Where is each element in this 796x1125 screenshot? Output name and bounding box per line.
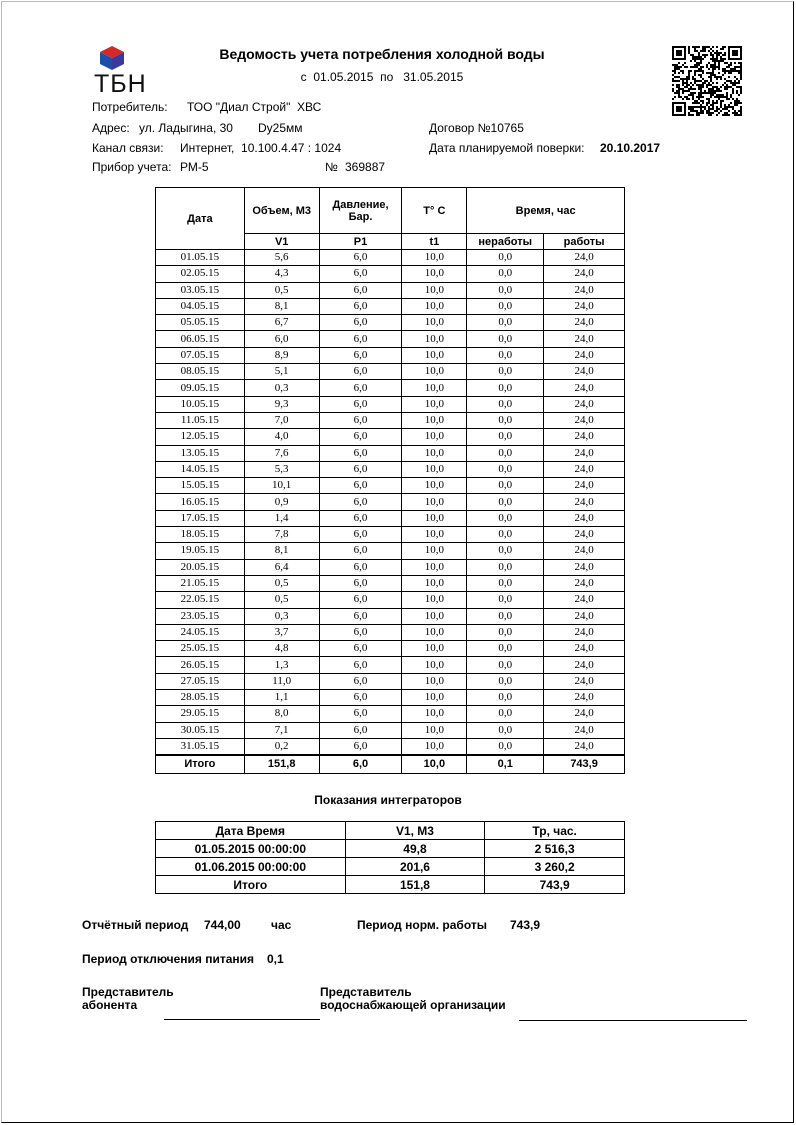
cell-working: 24,0	[544, 510, 625, 526]
cell-not-working: 0,0	[467, 250, 544, 266]
cell-date: 27.05.15	[156, 673, 245, 689]
cell-working: 24,0	[544, 396, 625, 412]
table-row	[156, 347, 625, 363]
cell-temperature: 10,0	[402, 592, 467, 608]
header-working: работы	[544, 234, 625, 250]
integ-totals-hours: 743,9	[485, 876, 625, 894]
cell-pressure: 6,0	[319, 575, 402, 591]
cell-temperature: 10,0	[402, 543, 467, 559]
cell-pressure: 6,0	[319, 429, 402, 445]
cell-pressure: 6,0	[319, 543, 402, 559]
cell-not-working: 0,0	[467, 706, 544, 722]
cell-temperature: 10,0	[402, 722, 467, 738]
cell-volume: 5,1	[244, 364, 319, 380]
table-row	[156, 298, 625, 314]
cell-not-working: 0,0	[467, 494, 544, 510]
report-period-value: 744,00	[204, 918, 241, 932]
cell-temperature: 10,0	[402, 673, 467, 689]
power-off-value: 0,1	[267, 952, 284, 966]
cell-working: 24,0	[544, 690, 625, 706]
cell-pressure: 6,0	[319, 347, 402, 363]
cell-volume: 4,8	[244, 641, 319, 657]
cell-working: 24,0	[544, 494, 625, 510]
cell-temperature: 10,0	[402, 315, 467, 331]
cell-date: 03.05.15	[156, 282, 245, 298]
table-row	[156, 706, 625, 722]
subscriber-rep-line2: абонента	[82, 998, 138, 1012]
pipe-diameter: Dy25мм	[258, 121, 303, 135]
supplier-signature-line	[519, 1020, 747, 1021]
cell-volume: 7,1	[244, 722, 319, 738]
totals-pressure: 6,0	[319, 755, 402, 774]
cell-working: 24,0	[544, 722, 625, 738]
cell-working: 24,0	[544, 592, 625, 608]
cell-not-working: 0,0	[467, 461, 544, 477]
cell-date: 14.05.15	[156, 461, 245, 477]
cell-temperature: 10,0	[402, 380, 467, 396]
cell-working: 24,0	[544, 706, 625, 722]
cell-date: 08.05.15	[156, 364, 245, 380]
cell-volume: 8,1	[244, 543, 319, 559]
header-t1: t1	[402, 234, 467, 250]
device-value: РМ-5	[180, 160, 209, 174]
table-row	[156, 608, 625, 624]
integ-row	[156, 858, 625, 876]
cell-date: 28.05.15	[156, 690, 245, 706]
cell-not-working: 0,0	[467, 624, 544, 640]
cell-pressure: 6,0	[319, 624, 402, 640]
cell-volume: 10,1	[244, 478, 319, 494]
cell-working: 24,0	[544, 445, 625, 461]
totals-volume: 151,8	[244, 755, 319, 774]
cell-not-working: 0,0	[467, 641, 544, 657]
report-period-range: с 01.05.2015 по 31.05.2015	[300, 70, 464, 84]
integ-totals-row	[156, 876, 625, 894]
cell-not-working: 0,0	[467, 412, 544, 428]
cell-volume: 0,5	[244, 282, 319, 298]
cell-not-working: 0,0	[467, 657, 544, 673]
verification-label: Дата планируемой поверки:	[429, 141, 585, 155]
cell-date: 10.05.15	[156, 396, 245, 412]
table-row	[156, 673, 625, 689]
totals-label: Итого	[156, 755, 245, 774]
cell-not-working: 0,0	[467, 282, 544, 298]
cell-temperature: 10,0	[402, 266, 467, 282]
cell-pressure: 6,0	[319, 722, 402, 738]
cell-working: 24,0	[544, 673, 625, 689]
totals-working: 743,9	[544, 755, 625, 774]
integrators-table	[155, 821, 625, 894]
cell-pressure: 6,0	[319, 315, 402, 331]
cell-pressure: 6,0	[319, 298, 402, 314]
cell-pressure: 6,0	[319, 364, 402, 380]
cell-not-working: 0,0	[467, 673, 544, 689]
cell-working: 24,0	[544, 315, 625, 331]
cell-date: 21.05.15	[156, 575, 245, 591]
table-row	[156, 380, 625, 396]
qr-code-icon	[672, 46, 742, 116]
cell-volume: 5,3	[244, 461, 319, 477]
table-row	[156, 690, 625, 706]
cell-not-working: 0,0	[467, 429, 544, 445]
cell-pressure: 6,0	[319, 738, 402, 755]
cell-not-working: 0,0	[467, 592, 544, 608]
cell-date: 15.05.15	[156, 478, 245, 494]
cell-date: 23.05.15	[156, 608, 245, 624]
cell-volume: 0,5	[244, 575, 319, 591]
address-label: Адрес:	[92, 121, 130, 135]
norm-period-value: 743,9	[510, 918, 541, 932]
cell-temperature: 10,0	[402, 624, 467, 640]
cell-working: 24,0	[544, 380, 625, 396]
cell-temperature: 10,0	[402, 461, 467, 477]
table-row	[156, 543, 625, 559]
totals-not-working: 0,1	[467, 755, 544, 774]
cell-pressure: 6,0	[319, 478, 402, 494]
table-row	[156, 282, 625, 298]
integ-cell-datetime: 01.05.2015 00:00:00	[156, 840, 346, 858]
serial-value: 369887	[345, 160, 386, 174]
supplier-rep-line1: Представитель	[320, 985, 412, 999]
cell-not-working: 0,0	[467, 722, 544, 738]
cell-not-working: 0,0	[467, 478, 544, 494]
cell-date: 06.05.15	[156, 331, 245, 347]
table-row	[156, 396, 625, 412]
cell-pressure: 6,0	[319, 706, 402, 722]
table-row	[156, 315, 625, 331]
cell-date: 01.05.15	[156, 250, 245, 266]
cell-temperature: 10,0	[402, 478, 467, 494]
table-row	[156, 575, 625, 591]
cell-temperature: 10,0	[402, 396, 467, 412]
cell-temperature: 10,0	[402, 657, 467, 673]
table-row	[156, 738, 625, 755]
cell-date: 24.05.15	[156, 624, 245, 640]
table-row	[156, 412, 625, 428]
totals-temperature: 10,0	[402, 755, 467, 774]
cell-working: 24,0	[544, 298, 625, 314]
cell-working: 24,0	[544, 608, 625, 624]
cell-volume: 6,0	[244, 331, 319, 347]
header-p1: P1	[319, 234, 402, 250]
subscriber-signature-line	[164, 1019, 320, 1020]
cell-temperature: 10,0	[402, 412, 467, 428]
report-period-unit: час	[271, 918, 292, 932]
cell-working: 24,0	[544, 527, 625, 543]
cell-pressure: 6,0	[319, 559, 402, 575]
cell-volume: 6,7	[244, 315, 319, 331]
table-row	[156, 722, 625, 738]
cell-pressure: 6,0	[319, 510, 402, 526]
cell-not-working: 0,0	[467, 364, 544, 380]
cell-pressure: 6,0	[319, 608, 402, 624]
logo-text: ТБН	[94, 70, 147, 98]
cell-volume: 8,1	[244, 298, 319, 314]
cell-date: 04.05.15	[156, 298, 245, 314]
integ-totals-label: Итого	[156, 876, 346, 894]
cell-date: 13.05.15	[156, 445, 245, 461]
page-title: Ведомость учета потребления холодной воды	[219, 46, 545, 62]
contract-number: Договор №10765	[429, 121, 524, 135]
cell-volume: 5,6	[244, 250, 319, 266]
cell-temperature: 10,0	[402, 690, 467, 706]
cell-temperature: 10,0	[402, 347, 467, 363]
cell-date: 11.05.15	[156, 412, 245, 428]
cell-working: 24,0	[544, 657, 625, 673]
cell-not-working: 0,0	[467, 331, 544, 347]
cell-volume: 9,3	[244, 396, 319, 412]
header-v1: V1	[244, 234, 319, 250]
table-row	[156, 445, 625, 461]
cell-not-working: 0,0	[467, 396, 544, 412]
cell-date: 02.05.15	[156, 266, 245, 282]
cell-working: 24,0	[544, 738, 625, 755]
integ-cell-hours: 2 516,3	[485, 840, 625, 858]
cell-pressure: 6,0	[319, 657, 402, 673]
cell-date: 12.05.15	[156, 429, 245, 445]
cell-date: 31.05.15	[156, 738, 245, 755]
integ-totals-volume: 151,8	[345, 876, 485, 894]
table-row	[156, 657, 625, 673]
cell-temperature: 10,0	[402, 364, 467, 380]
cell-working: 24,0	[544, 461, 625, 477]
header-volume: Объем, М3	[244, 188, 319, 234]
cell-not-working: 0,0	[467, 510, 544, 526]
norm-period-label: Период норм. работы	[357, 918, 487, 932]
address-value: ул. Ладыгина, 30	[139, 121, 233, 135]
header-temperature: T° C	[402, 188, 467, 234]
cell-working: 24,0	[544, 347, 625, 363]
cell-volume: 0,3	[244, 608, 319, 624]
supplier-rep-line2: водоснабжающей организации	[320, 998, 506, 1012]
cell-volume: 8,0	[244, 706, 319, 722]
cell-pressure: 6,0	[319, 250, 402, 266]
cell-temperature: 10,0	[402, 527, 467, 543]
subscriber-rep-line1: Представитель	[82, 985, 174, 999]
cell-pressure: 6,0	[319, 641, 402, 657]
cell-temperature: 10,0	[402, 706, 467, 722]
integ-cell-hours: 3 260,2	[485, 858, 625, 876]
cell-pressure: 6,0	[319, 494, 402, 510]
table-row	[156, 510, 625, 526]
table-row	[156, 641, 625, 657]
cell-volume: 7,6	[244, 445, 319, 461]
totals-row	[156, 755, 625, 774]
header-date: Дата	[156, 188, 245, 250]
cell-date: 19.05.15	[156, 543, 245, 559]
cell-not-working: 0,0	[467, 445, 544, 461]
cell-temperature: 10,0	[402, 445, 467, 461]
table-row	[156, 461, 625, 477]
cell-pressure: 6,0	[319, 527, 402, 543]
cell-date: 18.05.15	[156, 527, 245, 543]
cell-working: 24,0	[544, 412, 625, 428]
cell-pressure: 6,0	[319, 380, 402, 396]
cell-working: 24,0	[544, 478, 625, 494]
cell-volume: 4,3	[244, 266, 319, 282]
cell-pressure: 6,0	[319, 331, 402, 347]
table-row	[156, 266, 625, 282]
integ-cell-volume: 201,6	[345, 858, 485, 876]
cell-temperature: 10,0	[402, 738, 467, 755]
cell-volume: 0,5	[244, 592, 319, 608]
integrators-title: Показания интеграторов	[314, 793, 462, 807]
cell-date: 09.05.15	[156, 380, 245, 396]
cell-not-working: 0,0	[467, 527, 544, 543]
consumer-value: ТОО "Диал Строй" ХВС	[187, 100, 322, 114]
table-row	[156, 527, 625, 543]
cell-pressure: 6,0	[319, 673, 402, 689]
cell-pressure: 6,0	[319, 412, 402, 428]
cell-not-working: 0,0	[467, 608, 544, 624]
cell-volume: 6,4	[244, 559, 319, 575]
cell-temperature: 10,0	[402, 494, 467, 510]
cell-not-working: 0,0	[467, 315, 544, 331]
cell-temperature: 10,0	[402, 298, 467, 314]
cell-date: 17.05.15	[156, 510, 245, 526]
cell-not-working: 0,0	[467, 543, 544, 559]
cell-date: 29.05.15	[156, 706, 245, 722]
cell-not-working: 0,0	[467, 380, 544, 396]
cell-temperature: 10,0	[402, 282, 467, 298]
device-label: Прибор учета:	[92, 160, 172, 174]
cell-date: 07.05.15	[156, 347, 245, 363]
power-off-label: Период отключения питания	[82, 952, 255, 966]
cell-not-working: 0,0	[467, 347, 544, 363]
integ-row	[156, 840, 625, 858]
cell-working: 24,0	[544, 543, 625, 559]
cell-not-working: 0,0	[467, 298, 544, 314]
cell-pressure: 6,0	[319, 266, 402, 282]
cell-working: 24,0	[544, 250, 625, 266]
report-period-label: Отчётный период	[82, 918, 189, 932]
cell-volume: 7,8	[244, 527, 319, 543]
table-row	[156, 478, 625, 494]
cell-not-working: 0,0	[467, 559, 544, 575]
cell-date: 22.05.15	[156, 592, 245, 608]
cell-volume: 11,0	[244, 673, 319, 689]
cell-temperature: 10,0	[402, 559, 467, 575]
channel-label: Канал связи:	[92, 141, 164, 155]
cell-volume: 0,2	[244, 738, 319, 755]
cell-working: 24,0	[544, 266, 625, 282]
cell-temperature: 10,0	[402, 331, 467, 347]
header-time: Время, час	[467, 188, 625, 234]
cell-date: 16.05.15	[156, 494, 245, 510]
cell-temperature: 10,0	[402, 510, 467, 526]
cell-volume: 7,0	[244, 412, 319, 428]
cell-date: 30.05.15	[156, 722, 245, 738]
cell-pressure: 6,0	[319, 396, 402, 412]
integ-header-volume: V1, М3	[345, 822, 485, 840]
cell-volume: 3,7	[244, 624, 319, 640]
table-row	[156, 429, 625, 445]
integ-header-hours: Тр, час.	[485, 822, 625, 840]
cell-not-working: 0,0	[467, 266, 544, 282]
cell-not-working: 0,0	[467, 690, 544, 706]
cell-temperature: 10,0	[402, 575, 467, 591]
table-row	[156, 559, 625, 575]
cell-volume: 0,3	[244, 380, 319, 396]
table-row	[156, 331, 625, 347]
cell-date: 26.05.15	[156, 657, 245, 673]
cell-temperature: 10,0	[402, 250, 467, 266]
cell-working: 24,0	[544, 641, 625, 657]
integ-header-datetime: Дата Время	[156, 822, 346, 840]
cell-date: 25.05.15	[156, 641, 245, 657]
cell-working: 24,0	[544, 364, 625, 380]
cell-not-working: 0,0	[467, 738, 544, 755]
cell-working: 24,0	[544, 559, 625, 575]
cell-working: 24,0	[544, 282, 625, 298]
verification-date: 20.10.2017	[600, 141, 661, 155]
cell-temperature: 10,0	[402, 608, 467, 624]
cell-temperature: 10,0	[402, 641, 467, 657]
table-row	[156, 364, 625, 380]
cell-working: 24,0	[544, 575, 625, 591]
table-row	[156, 624, 625, 640]
consumer-label: Потребитель:	[92, 100, 168, 114]
cell-working: 24,0	[544, 624, 625, 640]
cell-volume: 1,1	[244, 690, 319, 706]
cell-pressure: 6,0	[319, 461, 402, 477]
serial-label: №	[325, 160, 338, 174]
cell-working: 24,0	[544, 429, 625, 445]
cell-pressure: 6,0	[319, 690, 402, 706]
cell-volume: 4,0	[244, 429, 319, 445]
table-row	[156, 592, 625, 608]
cell-volume: 1,4	[244, 510, 319, 526]
daily-consumption-table	[155, 187, 625, 774]
cell-volume: 0,9	[244, 494, 319, 510]
cell-pressure: 6,0	[319, 282, 402, 298]
table-row	[156, 250, 625, 266]
cell-volume: 1,3	[244, 657, 319, 673]
integ-cell-datetime: 01.06.2015 00:00:00	[156, 858, 346, 876]
table-row	[156, 494, 625, 510]
integ-cell-volume: 49,8	[345, 840, 485, 858]
cell-volume: 8,9	[244, 347, 319, 363]
cell-temperature: 10,0	[402, 429, 467, 445]
cell-not-working: 0,0	[467, 575, 544, 591]
cell-working: 24,0	[544, 331, 625, 347]
header-not-working: неработы	[467, 234, 544, 250]
cell-date: 20.05.15	[156, 559, 245, 575]
header-pressure: Давление, Бар.	[319, 188, 402, 234]
cell-date: 05.05.15	[156, 315, 245, 331]
channel-value: Интернет, 10.100.4.47 : 1024	[180, 141, 342, 155]
cell-pressure: 6,0	[319, 445, 402, 461]
cell-pressure: 6,0	[319, 592, 402, 608]
